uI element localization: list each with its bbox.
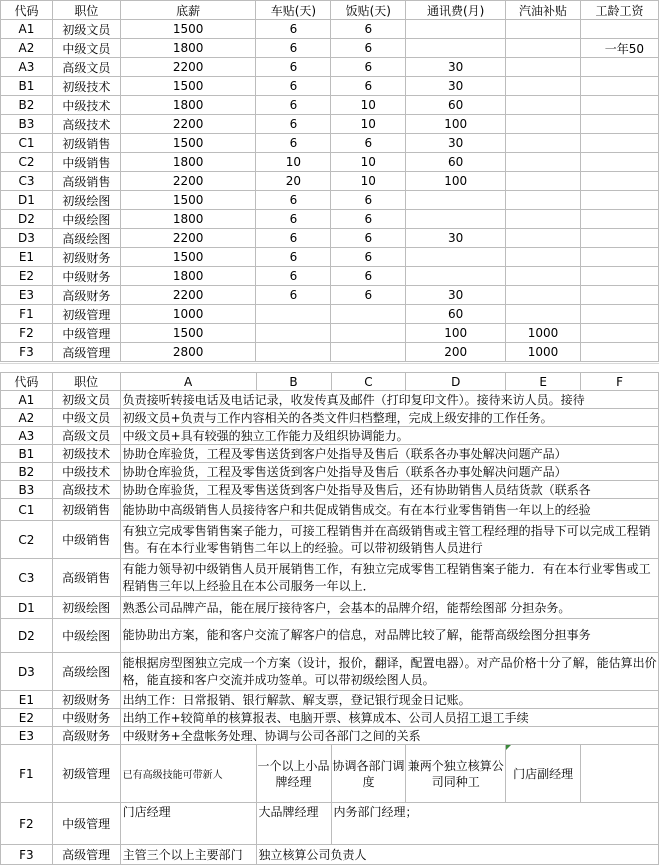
duty-title: 初级管理 [52,745,120,803]
duty-row [1,391,659,409]
duty-code: F1 [1,745,53,803]
salary-cell-phone: 30 [406,286,506,305]
duty-code: C2 [1,521,53,559]
salary-cell-code: D3 [1,229,53,248]
duty-code: F3 [1,845,53,865]
duty-code: D3 [1,653,53,691]
duty-row [1,619,659,653]
salary-cell-title: 高级管理 [52,343,120,362]
salary-cell-phone: 100 [406,324,506,343]
duty-row-f2 [1,803,659,845]
duty-header-title: 职位 [52,373,120,391]
salary-cell-base-salary: 2200 [120,58,256,77]
salary-cell-transport: 6 [256,248,331,267]
salary-row [1,229,659,248]
salary-cell-title: 中级文员 [52,39,120,58]
duty-title: 初级技术 [52,445,120,463]
salary-cell-fuel [506,210,581,229]
duty-row [1,521,659,559]
duty-title: 中级管理 [52,803,120,845]
duty-description: 初级文员+负责与工作内容相关的各类文件归档整理，完成上级安排的工作任务。 [120,409,658,427]
duty-description: 熟悉公司品牌产品，能在展厅接待客户，会基本的品牌介绍，能帮绘图部 分担杂务。 [120,597,658,619]
duty-title: 高级绘图 [52,653,120,691]
duty-description: 有独立完成零售销售案子能力，可接工程销售并在高级销售或主管工程经理的指导下可以完成工程销售。有在本行业零售销售二年以上的经验。可以带初级销售人员进行 [120,521,658,559]
salary-cell-transport: 6 [256,134,331,153]
salary-cell-phone [406,191,506,210]
salary-cell-fuel [506,229,581,248]
salary-cell-code: D2 [1,210,53,229]
salary-cell-meal: 10 [331,96,406,115]
salary-cell-title: 初级财务 [52,248,120,267]
salary-cell-title: 初级管理 [52,305,120,324]
salary-cell-base-salary: 1800 [120,210,256,229]
salary-cell-title: 中级销售 [52,153,120,172]
duty-row [1,559,659,597]
salary-cell-code: E1 [1,248,53,267]
salary-cell-meal: 6 [331,248,406,267]
duty-header-b: B [256,373,331,391]
salary-header-row [1,1,659,20]
header-title: 职位 [52,1,120,20]
salary-cell-title: 高级销售 [52,172,120,191]
duty-header-e: E [506,373,581,391]
salary-cell-phone [406,20,506,39]
salary-cell-base-salary: 2200 [120,229,256,248]
duty-header-code: 代码 [1,373,53,391]
salary-cell-base-salary: 1800 [120,96,256,115]
duty-table [0,372,659,865]
duty-f1-d [406,745,506,803]
salary-cell-transport [256,305,331,324]
salary-cell-title: 初级文员 [52,20,120,39]
salary-cell-fuel [506,58,581,77]
salary-cell-base-salary: 1500 [120,248,256,267]
salary-cell-code: F1 [1,305,53,324]
salary-cell-transport [256,343,331,362]
salary-cell-transport: 6 [256,210,331,229]
duty-description: 协助仓库验货，工程及零售送货到客户处指导及售后（联系各办事处解决问题产品） [120,445,658,463]
salary-cell-meal: 6 [331,286,406,305]
salary-cell-phone: 30 [406,134,506,153]
duty-f2-c: 内务部门经理； [331,803,658,845]
salary-cell-code: C3 [1,172,53,191]
duty-title: 高级管理 [52,845,120,865]
salary-cell-seniority [581,210,659,229]
salary-cell-code: F3 [1,343,53,362]
duty-row [1,597,659,619]
duty-description: 负责接听转接电话及电话记录，收发传真及邮件（打印复印文件）。接待来访人员。接待 [120,391,658,409]
salary-cell-title: 中级财务 [52,267,120,286]
duty-row [1,445,659,463]
salary-table [0,0,659,362]
duty-code: A1 [1,391,53,409]
salary-cell-fuel [506,115,581,134]
salary-cell-phone: 200 [406,343,506,362]
salary-row [1,134,659,153]
salary-cell-meal [331,324,406,343]
salary-cell-meal: 10 [331,115,406,134]
salary-cell-meal [331,305,406,324]
header-phone: 通讯费(月) [406,1,506,20]
salary-cell-code: D1 [1,191,53,210]
duty-description: 协助仓库验货，工程及零售送货到客户处指导及售后（联系各办事处解决问题产品） [120,463,658,481]
duty-f3-a: 主管三个以上主要部门 [120,845,256,865]
salary-cell-fuel: 1000 [506,343,581,362]
salary-cell-seniority [581,343,659,362]
salary-cell-seniority [581,305,659,324]
duty-title: 初级财务 [52,691,120,709]
salary-cell-meal: 6 [331,20,406,39]
salary-cell-code: A1 [1,20,53,39]
salary-cell-fuel [506,305,581,324]
salary-cell-base-salary: 1500 [120,20,256,39]
header-code: 代码 [1,1,53,20]
salary-cell-phone: 30 [406,58,506,77]
salary-cell-fuel [506,39,581,58]
salary-cell-base-salary: 1800 [120,39,256,58]
duty-code: D2 [1,619,53,653]
duty-row [1,691,659,709]
salary-cell-seniority [581,324,659,343]
salary-cell-fuel [506,96,581,115]
salary-cell-code: B3 [1,115,53,134]
salary-cell-transport: 6 [256,39,331,58]
duty-header-f: F [581,373,659,391]
duty-f1-c-text: 协调各部门调度 [332,758,405,789]
salary-cell-fuel [506,267,581,286]
duty-code: D1 [1,597,53,619]
duty-title: 高级文员 [52,427,120,445]
salary-row [1,267,659,286]
duty-code: E1 [1,691,53,709]
duty-f3-b: 独立核算公司负责人 [256,845,658,865]
salary-row [1,343,659,362]
duty-code: A2 [1,409,53,427]
salary-cell-seniority [581,286,659,305]
duty-row-f3 [1,845,659,865]
salary-cell-title: 中级管理 [52,324,120,343]
table-divider [0,363,659,372]
salary-cell-title: 初级绘图 [52,191,120,210]
salary-cell-title: 初级销售 [52,134,120,153]
salary-row [1,210,659,229]
salary-cell-meal: 6 [331,191,406,210]
duty-description: 协助仓库验货，工程及零售送货到客户处指导及售后，还有协助销售人员结货款（联系各 [120,481,658,499]
salary-cell-meal: 6 [331,77,406,96]
duty-code: E3 [1,727,53,745]
header-fuel: 汽油补贴 [506,1,581,20]
salary-cell-title: 中级技术 [52,96,120,115]
salary-cell-seniority [581,134,659,153]
salary-row [1,39,659,58]
duty-title: 初级绘图 [52,597,120,619]
salary-cell-fuel [506,191,581,210]
salary-cell-base-salary: 1000 [120,305,256,324]
salary-cell-transport: 10 [256,153,331,172]
duty-description: 能协助出方案，能和客户交流了解客户的信息，对品牌比较了解，能帮高级绘图分担事务 [120,619,658,653]
duty-description: 出纳工作+较简单的核算报表、电脑开票、核算成本、公司人员招工退工手续 [120,709,658,727]
duty-f1-a: 已有高级技能可带新人 [120,745,256,803]
salary-cell-fuel [506,134,581,153]
salary-cell-transport: 6 [256,191,331,210]
duty-title: 中级绘图 [52,619,120,653]
salary-cell-title: 高级文员 [52,58,120,77]
duty-title: 中级财务 [52,709,120,727]
duty-row [1,463,659,481]
salary-cell-base-salary: 1800 [120,267,256,286]
salary-cell-fuel [506,153,581,172]
duty-title: 中级技术 [52,463,120,481]
duty-header-d: D [406,373,506,391]
duty-title: 高级销售 [52,559,120,597]
salary-cell-seniority [581,96,659,115]
salary-cell-transport: 6 [256,267,331,286]
salary-cell-phone: 60 [406,305,506,324]
salary-row [1,77,659,96]
salary-cell-base-salary: 2200 [120,115,256,134]
salary-cell-title: 初级技术 [52,77,120,96]
salary-cell-seniority: 一年50 [581,39,659,58]
salary-row [1,20,659,39]
duty-row [1,409,659,427]
salary-cell-fuel [506,172,581,191]
salary-row [1,153,659,172]
salary-row [1,172,659,191]
duty-title: 高级技术 [52,481,120,499]
salary-cell-code: C1 [1,134,53,153]
salary-row [1,96,659,115]
salary-cell-code: C2 [1,153,53,172]
header-meal: 饭贴(天) [331,1,406,20]
salary-cell-code: B1 [1,77,53,96]
salary-cell-seniority [581,248,659,267]
salary-row [1,58,659,77]
salary-cell-code: B2 [1,96,53,115]
salary-row [1,191,659,210]
duty-f1-b [256,745,331,803]
salary-row [1,324,659,343]
salary-cell-phone [406,39,506,58]
salary-cell-fuel [506,77,581,96]
duty-code: C1 [1,499,53,521]
salary-cell-phone: 60 [406,153,506,172]
salary-cell-transport [256,324,331,343]
salary-cell-meal: 6 [331,39,406,58]
salary-row [1,286,659,305]
duty-f1-e [506,745,581,803]
duty-header-a: A [120,373,256,391]
salary-cell-phone: 60 [406,96,506,115]
salary-cell-seniority [581,172,659,191]
salary-cell-phone [406,267,506,286]
salary-cell-title: 高级技术 [52,115,120,134]
salary-cell-transport: 20 [256,172,331,191]
duty-title: 初级文员 [52,391,120,409]
salary-row [1,115,659,134]
salary-cell-meal: 6 [331,229,406,248]
salary-cell-meal: 6 [331,210,406,229]
salary-cell-seniority [581,267,659,286]
salary-cell-meal: 6 [331,58,406,77]
header-transport: 车贴(天) [256,1,331,20]
duty-code: B1 [1,445,53,463]
salary-cell-fuel: 1000 [506,324,581,343]
salary-cell-meal: 10 [331,153,406,172]
salary-cell-base-salary: 1500 [120,134,256,153]
duty-code: B2 [1,463,53,481]
salary-cell-seniority [581,20,659,39]
duty-row [1,481,659,499]
duty-f2-b: 大品牌经理 [256,803,331,845]
duty-header-c: C [331,373,406,391]
salary-cell-title: 高级绘图 [52,229,120,248]
salary-cell-transport: 6 [256,229,331,248]
duty-description: 有能力领导初中级销售人员开展销售工作，有独立完成零售工程销售案子能力．有在本行业零售或工程销售三年以上经验且在本公司服务一年以上． [120,559,658,597]
salary-cell-transport: 6 [256,20,331,39]
salary-cell-seniority [581,153,659,172]
duty-title: 中级销售 [52,521,120,559]
salary-cell-seniority [581,115,659,134]
header-seniority: 工龄工资 [581,1,659,20]
duty-description: 能协助中高级销售人员接待客户和共促成销售成交。有在本行业零售销售一年以上的经验 [120,499,658,521]
salary-cell-code: F2 [1,324,53,343]
duty-code: E2 [1,709,53,727]
duty-row [1,653,659,691]
duty-f1-c [331,745,406,803]
salary-cell-base-salary: 1800 [120,153,256,172]
duty-row [1,499,659,521]
duty-f1-d-text: 兼两个独立核算公司同种工 [407,758,504,789]
salary-row [1,248,659,267]
salary-cell-fuel [506,286,581,305]
duty-description: 出纳工作：日常报销、银行解款、解支票，登记银行现金日记账。 [120,691,658,709]
duty-description: 中级财务+全盘帐务处理、协调与公司各部门之间的关系 [120,727,658,745]
salary-cell-code: A3 [1,58,53,77]
salary-cell-transport: 6 [256,58,331,77]
duty-description: 能根据房型图独立完成一个方案（设计，报价，翻译，配置电器）。对产品价格十分了解，能估算出价格，能直接和客户交流并成功签单。可以带初级绘图人员。 [120,653,658,691]
salary-cell-base-salary: 1500 [120,191,256,210]
salary-cell-meal: 10 [331,172,406,191]
duty-title: 初级销售 [52,499,120,521]
salary-cell-title: 中级绘图 [52,210,120,229]
header-base-salary: 底薪 [120,1,256,20]
salary-cell-base-salary: 2800 [120,343,256,362]
salary-cell-phone [406,248,506,267]
duty-f1-f [581,745,659,803]
duty-f2-a: 门店经理 [120,803,256,845]
duty-code: A3 [1,427,53,445]
salary-cell-base-salary: 1500 [120,324,256,343]
duty-code: B3 [1,481,53,499]
salary-cell-fuel [506,248,581,267]
salary-cell-base-salary: 1500 [120,77,256,96]
salary-cell-title: 高级财务 [52,286,120,305]
duty-f1-b-text: 一个以上小品牌经理 [257,758,330,789]
duty-code: C3 [1,559,53,597]
duty-code: F2 [1,803,53,845]
salary-cell-transport: 6 [256,96,331,115]
salary-cell-base-salary: 2200 [120,286,256,305]
salary-cell-code: E2 [1,267,53,286]
salary-cell-code: A2 [1,39,53,58]
salary-cell-seniority [581,191,659,210]
salary-row [1,305,659,324]
salary-cell-transport: 6 [256,286,331,305]
duty-f1-e-text: 门店副经理 [513,766,574,781]
salary-cell-transport: 6 [256,115,331,134]
duty-row [1,709,659,727]
duty-title: 中级文员 [52,409,120,427]
salary-cell-code: E3 [1,286,53,305]
salary-cell-phone: 100 [406,115,506,134]
duty-row [1,727,659,745]
salary-cell-meal: 6 [331,267,406,286]
salary-cell-base-salary: 2200 [120,172,256,191]
duty-description: 中级文员+具有较强的独立工作能力及组织协调能力。 [120,427,658,445]
salary-cell-seniority [581,77,659,96]
salary-cell-phone [406,210,506,229]
salary-cell-meal [331,343,406,362]
salary-cell-meal: 6 [331,134,406,153]
duty-title: 高级财务 [52,727,120,745]
salary-cell-seniority [581,58,659,77]
duty-row [1,427,659,445]
salary-cell-phone: 30 [406,77,506,96]
salary-cell-fuel [506,20,581,39]
salary-cell-phone: 30 [406,229,506,248]
salary-cell-seniority [581,229,659,248]
duty-row-f1 [1,745,659,803]
duty-header-row [1,373,659,391]
salary-cell-transport: 6 [256,77,331,96]
salary-cell-phone: 100 [406,172,506,191]
